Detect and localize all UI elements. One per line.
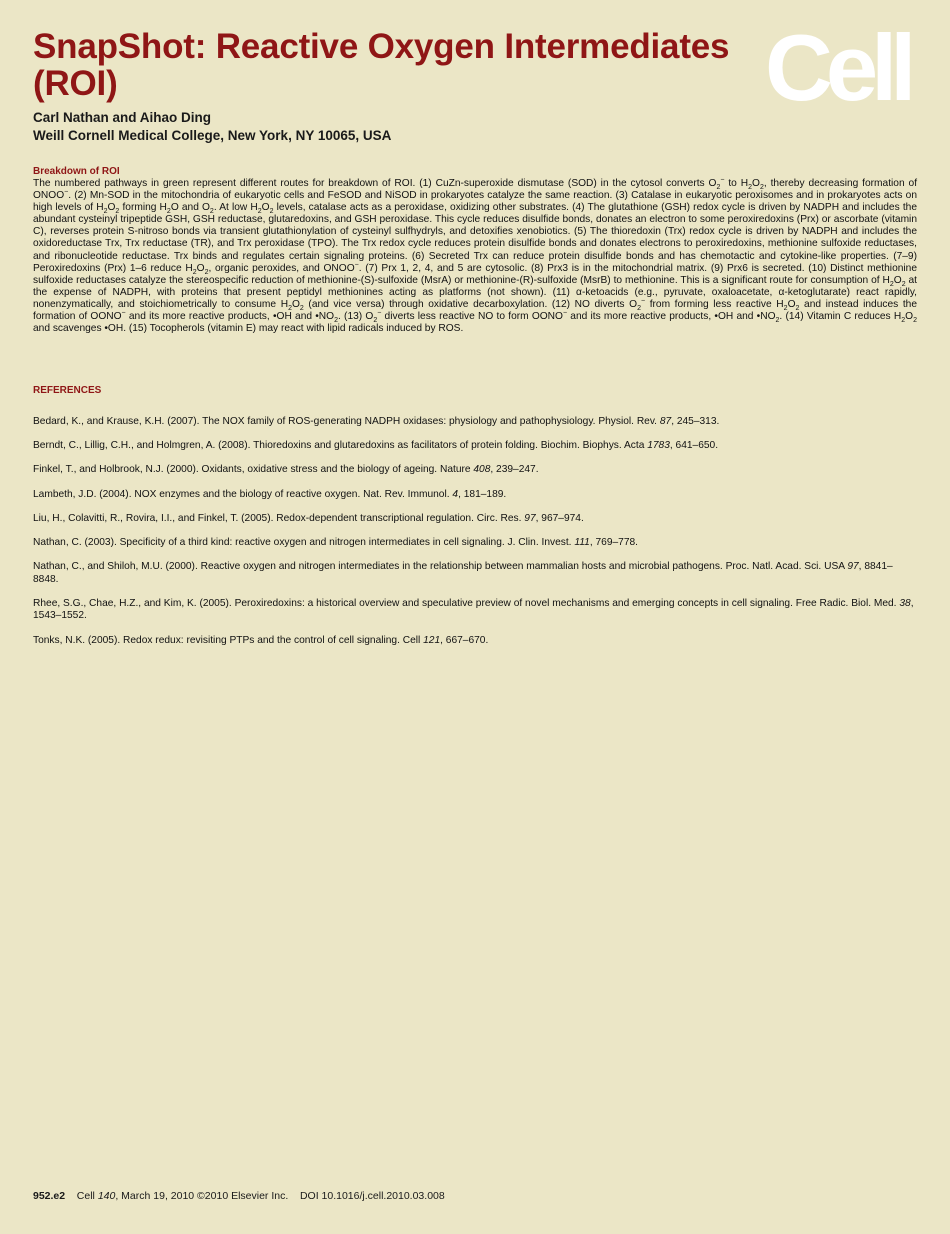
author-block xyxy=(33,109,391,145)
affiliation: Weill Cornell Medical College, New York, NY 10065, USA xyxy=(33,128,392,143)
reference-item: Rhee, S.G., Chae, H.Z., and Kim, K. (2005). Peroxiredoxins: a historical overview and speculative preview of novel mechanisms and emerging concepts in cell signaling. Free Radic. Biol. Med. 38, 1543–1552. xyxy=(33,597,914,622)
authors: Carl Nathan and Aihao Ding xyxy=(33,110,212,125)
reference-item: Liu, H., Colavitti, R., Rovira, I.I., and Finkel, T. (2005). Redox-dependent transcriptional regulation. Circ. Res. 97, 967–974. xyxy=(33,512,584,524)
reference-item: Berndt, C., Lillig, C.H., and Holmgren, A. (2008). Thioredoxins and glutaredoxins as facilitators of protein folding. Biochim. Biophys. Acta 1783, 641–650. xyxy=(33,440,719,452)
doi: DOI 10.1016/j.cell.2010.03.008 xyxy=(299,1190,445,1202)
references-heading: REFERENCES xyxy=(33,385,102,396)
reference-item: Bedard, K., and Krause, K.H. (2007). The NOX family of ROS-generating NADPH oxidases: physiology and pathophysiology. Physiol. Rev. 87, 245–313. xyxy=(33,416,720,427)
reference-item: Tonks, N.K. (2005). Redox redux: revisiting PTPs and the control of cell signaling. Cell 121, 667–670. xyxy=(33,634,489,646)
breakdown-heading: Breakdown of ROI xyxy=(33,166,120,177)
cell-logo: Cell xyxy=(765,15,910,120)
reference-item: Nathan, C., and Shiloh, M.U. (2000). Reactive oxygen and nitrogen intermediates in the relationship between mammalian hosts and microbial pathogens. Proc. Natl. Acad. Sci. USA 97, 8841–8848. xyxy=(33,561,893,585)
reference-list xyxy=(33,416,917,659)
journal-name: Cell xyxy=(76,1190,98,1202)
reference-item: Lambeth, J.D. (2004). NOX enzymes and the biology of reactive oxygen. Nat. Rev. Immunol. 4, 181–189. xyxy=(33,488,507,500)
reference-item: Nathan, C. (2003). Specificity of a third kind: reactive oxygen and nitrogen intermediates in cell signaling. J. Clin. Invest. 111, 769–778. xyxy=(33,536,638,548)
breakdown-text: The numbered pathways in green represent different routes for breakdown of ROI. (1) CuZn-superoxide dismutase (SOD) in the cytosol converts $O_2^-$ to $H_2O_2$, thereby decreasing formation of ONOO−. (2) Mn-SOD in the mitochondria of eukaryotic cells and FeSOD and NiSOD in prokaryotes catalyze the same reaction. (3) Catalase in eukaryotic peroxisomes and in prokaryotes acts on high levels of $H_2O_2$ forming $H_2O$ and $O_2$. At low $H_2O_2$ levels, catalase acts as a peroxidase, oxidizing other substrates. (4) The glutathione (GSH) redox cycle is driven by NADPH and includes the abundant cysteinyl tripeptide GSH, GSH reductase, glutaredoxins, and GSH peroxidase. This cycle reduces disulfide bonds, donates an electron to some peroxiredoxins (Prx) or ascorbate (vitamin C), reverses protein S-nitroso bonds via transient glutathionylation of cysteinyl sulfhydryls, and detoxifies xenobiotics. (5) The thioredoxin (Trx) redox cycle is driven by NADPH and includes the oxidoreductase Trx, Trx reductase (TR), and Trx peroxidase (TPO). The Trx redox cycle reduces protein disulfide bonds and donates electrons to peroxiredoxins, methionine sulfoxide reductases, and ribonucleotide reductase. Trx binds and regulates certain signaling proteins. (6) Secreted Trx can reduce protein disulfide bonds and has chemotactic and cytokine-like properties. (7–9) Peroxiredoxins (Prx) 1–6 reduce $H_2O_2$, organic peroxides, and ONOO−. (7) Prx 1, 2, 4, and 5 are cytosolic. (8) Prx3 is in the mitochondrial matrix. (9) Prx6 is secreted. (10) Distinct methionine sulfoxide reductases catalyze the stereospecific reduction of methionine-(S)-sulfoxide (MsrA) or methionine-(R)-sulfoxide (MsrB) to methionine. This is a significant route for consumption of $H_2O_2$ at the expense of NADPH, with proteins that present peptidyl methionines acting as platforms (not shown). (11) α-ketoacids (e.g., pyruvate, oxaloacetate, α-ketoglutarate) react rapidly, nonenzymatically, and stoichiometrically to consume $H_2O_2$ (and vice versa) through oxidative decarboxylation. (12) NO diverts $O_2^-$ from forming less reactive $H_2O_2$ and instead induces the formation of OONO− and its more reactive products, •OH and $•NO_2$. (13) $O_2^-$ diverts less reactive NO to form OONO− and its more reactive products, •OH and $•NO_2$. (14) Vitamin C reduces $H_2O_2$ and scavenges •OH. (15) Tocopherols (vitamin E) may react with lipid radicals induced by ROS. xyxy=(33,176,918,335)
page-number: 952.e2 xyxy=(33,1190,66,1202)
page-title: SnapShot: Reactive Oxygen Intermediates (ROI) xyxy=(33,27,730,103)
journal-volume: 140 xyxy=(97,1190,116,1202)
reference-item: Finkel, T., and Holbrook, N.J. (2000). Oxidants, oxidative stress and the biology of ageing. Nature 408, 239–247. xyxy=(33,464,539,476)
publication-date: , March 19, 2010 ©2010 Elsevier Inc. xyxy=(115,1190,289,1202)
page-footer xyxy=(33,1190,445,1202)
